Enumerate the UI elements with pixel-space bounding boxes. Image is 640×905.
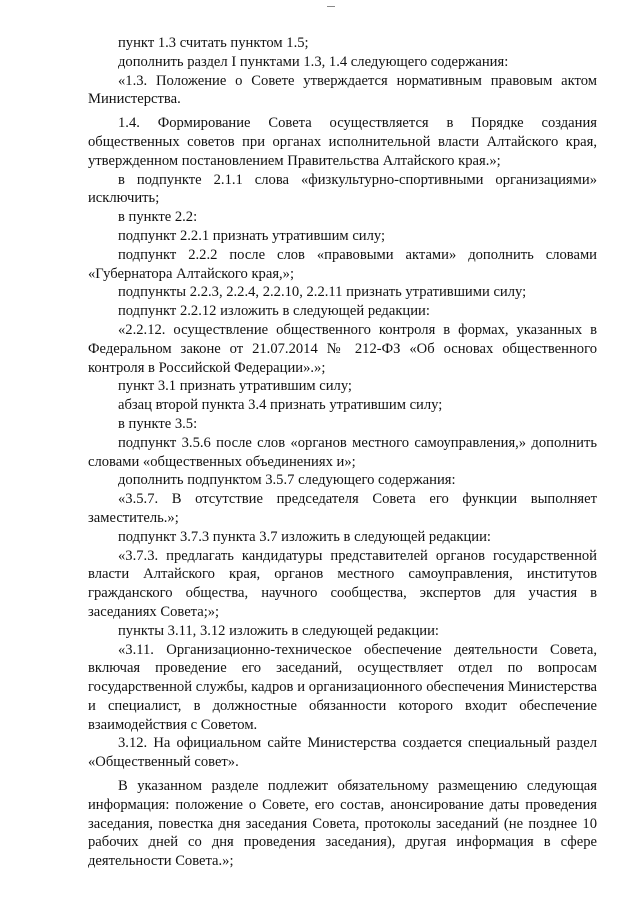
- paragraph: подпункт 3.7.3 пункта 3.7 изложить в следующей редакции:: [118, 528, 491, 545]
- paragraph: 1.4. Формирование Совета осуществляется в Порядке создания общественных советов при органах исполнительной власти Алтайского края, утвержденном постановлением Правительства Алтайского края.»;: [88, 115, 597, 169]
- document-body: [88, 34, 597, 871]
- paragraph: подпункт 2.2.12 изложить в следующей редакции:: [118, 303, 430, 320]
- paragraph: «3.5.7. В отсутствие председателя Совета его функции выполняет заместитель.»;: [88, 491, 597, 526]
- paragraph: абзац второй пункта 3.4 признать утратившим силу;: [118, 397, 443, 414]
- paragraph: в подпункте 2.1.1 слова «физкультурно-спортивными организациями» исключить;: [88, 171, 597, 207]
- paragraph: пункты 3.11, 3.12 изложить в следующей редакции:: [118, 622, 439, 639]
- paragraph: дополнить раздел I пунктами 1.3, 1.4 следующего содержания:: [118, 53, 509, 70]
- paragraph: подпункты 2.2.3, 2.2.4, 2.2.10, 2.2.11 признать утратившими силу;: [118, 284, 527, 301]
- paragraph: «3.11. Организационно-техническое обеспечение деятельности Совета, включая проведение его заседаний, осуществляет отдел по вопросам государственной службы, кадров и организационного обеспечения Министерства и специалист, в должностные обязанности которого входит обеспечение взаимодействия с Советом.: [88, 641, 597, 733]
- paragraph: В указанном разделе подлежит обязательному размещению следующая информация: положение о Совете, его состав, анонсирование даты проведения заседания, повестка дня заседания Совета, протоколы заседаний (не позднее 10 рабочих дней со дня проведения заседания), другая информация в сфере деятельности Совета.»;: [88, 778, 597, 870]
- paragraph: «1.3. Положение о Совете утверждается нормативным правовым актом Министерства.: [88, 72, 597, 108]
- paragraph: 3.12. На официальном сайте Министерства создается специальный раздел «Общественный совет».: [88, 735, 597, 771]
- paragraph: подпункт 3.5.6 после слов «органов местного самоуправления,» дополнить словами «общественных объединениях и»;: [88, 434, 597, 470]
- paragraph: пункт 1.3 считать пунктом 1.5;: [118, 35, 309, 51]
- paragraph: дополнить подпунктом 3.5.7 следующего содержания:: [118, 472, 456, 489]
- paragraph: пункт 3.1 признать утратившим силу;: [118, 378, 352, 395]
- paragraph: подпункт 2.2.1 признать утратившим силу;: [118, 227, 386, 244]
- page-top-mark: [327, 6, 335, 7]
- paragraph: «3.7.3. предлагать кандидатуры представителей органов государственной власти Алтайского края, органов местного самоуправления, институтов гражданского общества, научного сообщества, экспертов для участия в заседаниях Совета;»;: [88, 547, 597, 620]
- paragraph: в пункте 2.2:: [118, 209, 198, 226]
- paragraph: в пункте 3.5:: [118, 415, 198, 432]
- paragraph: «2.2.12. осуществление общественного контроля в формах, указанных в Федеральном законе от 21.07.2014 № 212-ФЗ «Об основах общественного контроля в Российской Федерации».»;: [88, 321, 597, 376]
- paragraph: подпункт 2.2.2 после слов «правовыми актами» дополнить словами «Губернатора Алтайского края,»;: [88, 246, 597, 282]
